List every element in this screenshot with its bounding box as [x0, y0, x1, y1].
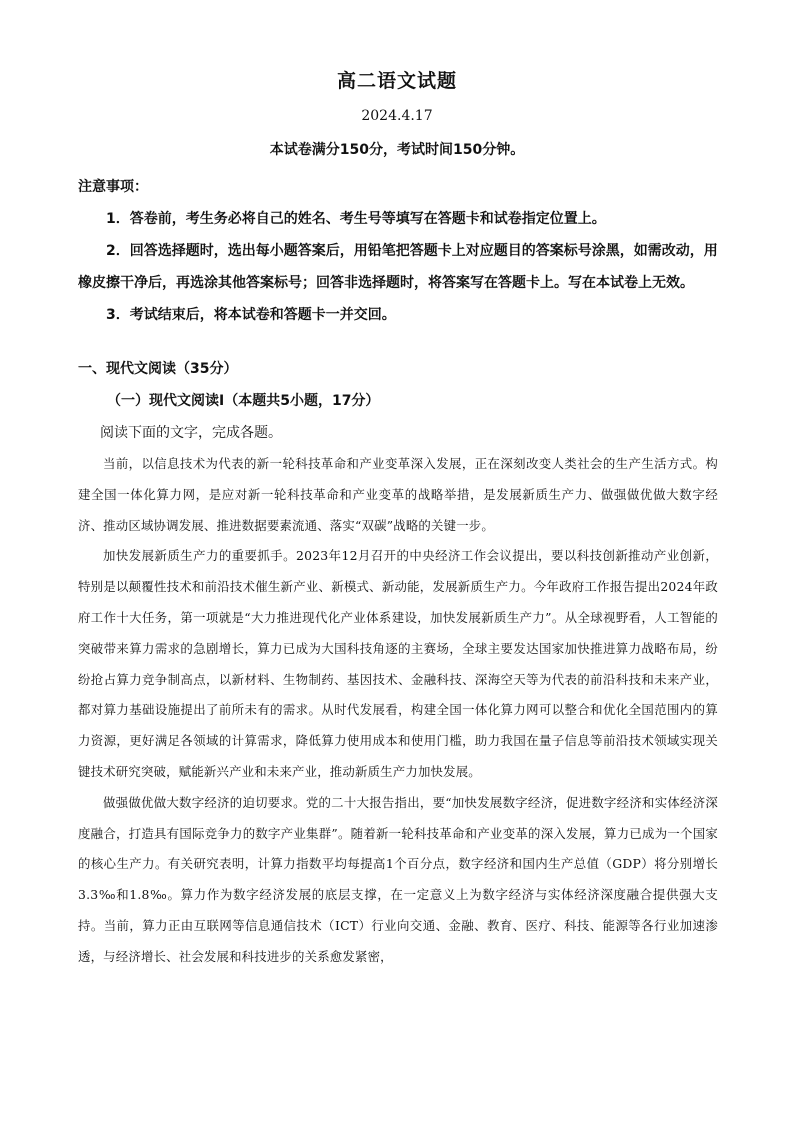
- section-heading: 一、现代文阅读（35分）: [78, 361, 238, 377]
- reading-instruction: 阅读下面的文字，完成各题。: [100, 425, 282, 441]
- exam-date: 2024.4.17: [361, 108, 433, 124]
- exam-info: 本试卷满分150分，考试时间150分钟。: [269, 142, 525, 158]
- notice-item: 3．考试结束后，将本试卷和答题卡一并交回。: [106, 307, 396, 323]
- notice-section: [78, 171, 718, 331]
- notice-item: 2．回答选择题时，选出每小题答案后，用铅笔把答题卡上对应题目的答案标号涂黑，如需改动，用橡皮擦干净后，再选涂其他答案标号；回答非选择题时，将答案写在答题卡上。写在本试卷上无效。: [78, 243, 718, 291]
- reading-passage: [78, 449, 718, 973]
- page-title: 高二语文试题: [336, 70, 457, 92]
- passage-paragraph: 当前，以信息技术为代表的新一轮科技革命和产业变革深入发展，正在深刻改变人类社会的生产生活方式。构建全国一体化算力网，是应对新一轮科技革命和产业变革的战略举措，是发展新质生产力、做强做优做大数字经济、推动区域协调发展、推进数据要素流通、落实“双碳”战略的关键一步。: [78, 456, 718, 533]
- passage-paragraph: 做强做优做大数字经济的迫切要求。党的二十大报告指出，要“加快发展数字经济，促进数字经济和实体经济深度融合，打造具有国际竞争力的数字产业集群”。随着新一轮科技革命和产业变革的深入发展，算力已成为一个国家的核心生产力。有关研究表明，计算力指数平均每提高1个百分点，数字经济和国内生产总值（GDP）将分别增长3.3‰和1.8‰。算力作为数字经济发展的底层支撑，在一定意义上为数字经济与实体经济深度融合提供强大支持。当前，算力正由互联网等信息通信技术（ICT）行业向交通、金融、教育、医疗、科技、能源等各行业加速渗透，与经济增长、社会发展和科技进步的关系愈发紧密，: [78, 794, 718, 964]
- notice-heading: 注意事项：: [78, 179, 148, 195]
- notice-item: 1．答卷前，考生务必将自己的姓名、考生号等填写在答题卡和试卷指定位置上。: [106, 211, 606, 227]
- passage-paragraph: 加快发展新质生产力的重要抓手。2023年12月召开的中央经济工作会议提出，要以科技创新推动产业创新，特别是以颠覆性技术和前沿技术催生新产业、新模式、新动能，发展新质生产力。今年政府工作报告提出2024年政府工作十大任务，第一项就是“大力推进现代化产业体系建设，加快发展新质生产力”。从全球视野看，人工智能的突破带来算力需求的急剧增长，算力已成为大国科技角逐的主赛场，全球主要发达国家加快推进算力战略布局，纷纷抢占算力竞争制高点，以新材料、生物制药、基因技术、金融科技、深海空天等为代表的前沿科技和未来产业，都对算力基础设施提出了前所未有的需求。从时代发展看，构建全国一体化算力网可以整合和优化全国范围内的算力资源，更好满足各领域的计算需求，降低算力使用成本和使用门槛，助力我国在量子信息等前沿技术领域实现关键技术研究突破，赋能新兴产业和未来产业，推动新质生产力加快发展。: [78, 548, 718, 779]
- subsection-heading: （一）现代文阅读Ⅰ（本题共5小题，17分）: [107, 393, 380, 409]
